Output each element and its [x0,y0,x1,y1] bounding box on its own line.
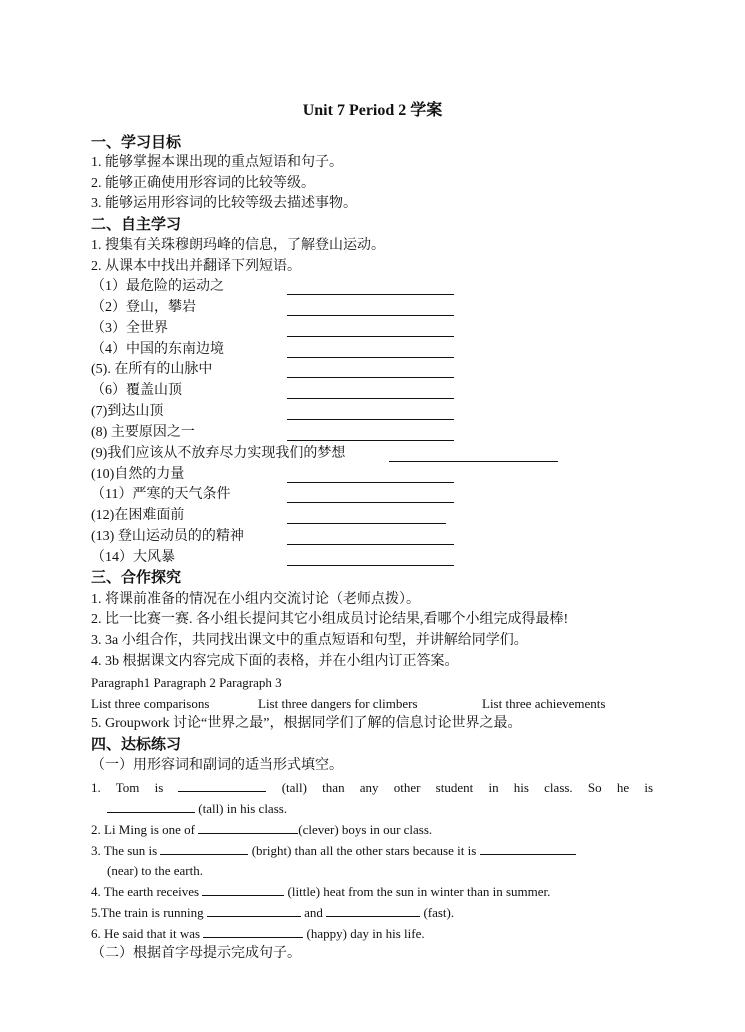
answer-blank[interactable] [287,405,454,420]
answer-blank[interactable] [287,509,446,524]
answer-blank[interactable] [480,840,576,855]
phrase-item: (9)我们应该从不放弃尽力实现我们的梦想 [91,446,346,461]
answer-blank[interactable] [202,881,284,896]
answer-blank[interactable] [287,301,454,316]
answer-blank[interactable] [287,343,454,358]
answer-blank[interactable] [287,426,454,441]
goal-item: 3. 能够运用形容词的比较等级去描述事物。 [91,196,357,211]
page-title: Unit 7 Period 2 学案 [302,102,443,119]
question-4: 4. The earth receives (little) heat from the sun in winter than in summer. [91,881,550,902]
section-heading-cooperation: 三、合作探究 [91,570,182,586]
section-heading-goals: 一、学习目标 [91,135,182,151]
phrase-item: （4）中国的东南边境 [91,342,224,357]
phrase-item: (7)到达山顶 [91,404,164,419]
answer-blank[interactable] [326,902,420,917]
answer-blank[interactable] [287,468,454,483]
self-study-item: 1. 搜集有关珠穆朗玛峰的信息，了解登山运动。 [91,238,385,253]
answer-blank[interactable] [198,819,298,834]
question-3: 3. The sun is (bright) than all the other stars because it is [91,840,576,861]
phrase-item: （11）严寒的天气条件 [91,487,231,502]
table-header-row: Paragraph1 Paragraph 2 Paragraph 3 [91,675,282,690]
answer-blank[interactable] [287,488,454,503]
phrase-item: （3）全世界 [91,321,168,336]
table-row-dangers: List three dangers for climbers [258,696,418,711]
answer-blank[interactable] [287,530,454,545]
practice-part-heading: （一）用形容词和副词的适当形式填空。 [91,758,343,773]
cooperation-item: 3. 3a 小组合作，共同找出课文中的重点短语和句型，并讲解给同学们。 [91,633,528,648]
answer-blank[interactable] [287,363,454,378]
section-heading-practice: 四、达标练习 [91,737,182,753]
answer-blank[interactable] [178,777,266,792]
table-row-achievements: List three achievements [482,696,606,711]
question-3-cont: (near) to the earth. [107,863,204,878]
answer-blank[interactable] [203,923,303,938]
self-study-item: 2. 从课本中找出并翻译下列短语。 [91,259,301,274]
answer-blank[interactable] [207,902,301,917]
phrase-item: (5). 在所有的山脉中 [91,362,213,377]
cooperation-item: 4. 3b 根据课文内容完成下面的表格，并在小组内订正答案。 [91,654,459,669]
goal-item: 2. 能够正确使用形容词的比较等级。 [91,176,315,191]
answer-blank[interactable] [287,551,454,566]
answer-blank[interactable] [287,280,454,295]
cooperation-item: 2. 比一比赛一赛. 各小组长提问其它小组成员讨论结果,看哪个小组完成得最棒! [91,612,569,627]
answer-blank[interactable] [107,798,195,813]
question-1-cont: (tall) in his class. [107,798,287,819]
question-5: 5.The train is running and (fast). [91,902,454,923]
question-2: 2. Li Ming is one of (clever) boys in our class. [91,819,432,840]
practice-part-heading: （二）根据首字母提示完成句子。 [91,946,301,961]
phrase-item: （14）大风暴 [91,550,175,565]
phrase-item: (8) 主要原因之一 [91,425,195,440]
question-1: 1. Tom is (tall) than any other student in his class. So he is [91,777,653,798]
section-heading-self-study: 二、自主学习 [91,217,182,233]
phrase-item: (13) 登山运动员的的精神 [91,529,244,544]
goal-item: 1. 能够掌握本课出现的重点短语和句子。 [91,155,343,170]
cooperation-item: 5. Groupwork 讨论“世界之最”，根据同学们了解的信息讨论世界之最。 [91,716,522,731]
phrase-item: （6）覆盖山顶 [91,383,182,398]
answer-blank[interactable] [160,840,248,855]
answer-blank[interactable] [389,447,558,462]
cooperation-item: 1. 将课前准备的情况在小组内交流讨论（老师点拨）。 [91,592,420,607]
phrase-item: （1）最危险的运动之 [91,279,224,294]
phrase-item: （2）登山，攀岩 [91,300,196,315]
answer-blank[interactable] [287,322,454,337]
question-6: 6. He said that it was (happy) day in his life. [91,923,425,944]
phrase-item: (12)在困难面前 [91,508,185,523]
answer-blank[interactable] [287,384,454,399]
table-row-comparisons: List three comparisons [91,696,210,711]
phrase-item: (10)自然的力量 [91,467,185,482]
